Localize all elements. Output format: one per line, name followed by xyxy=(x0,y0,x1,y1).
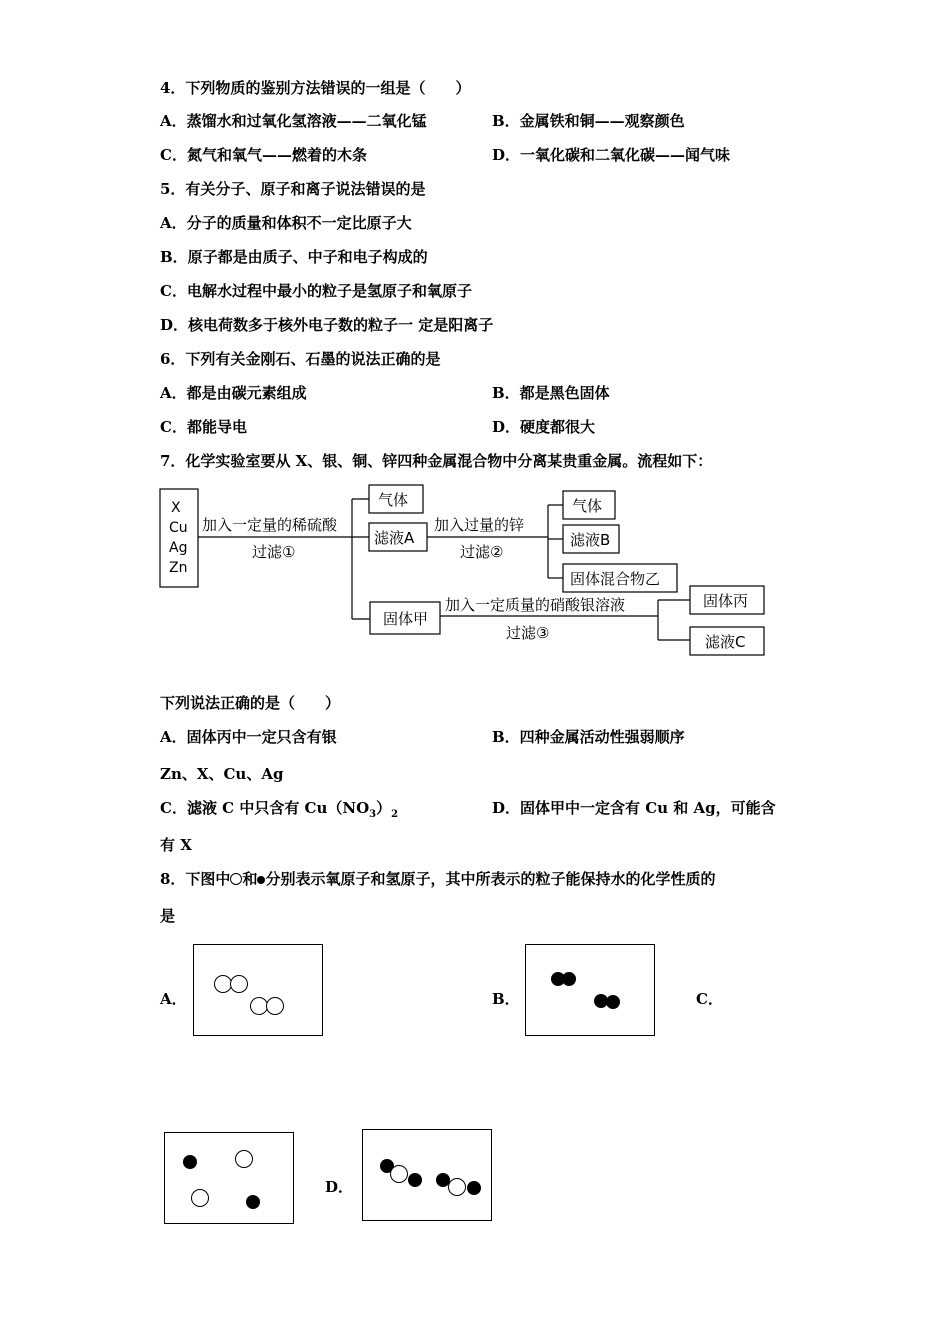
q4-option-a: A．蒸馏水和过氧化氢溶液——二氧化锰 xyxy=(160,112,427,130)
q4-option-b: B．金属铁和铜——观察颜色 xyxy=(492,112,685,130)
q6-stem: 6．下列有关金刚石、石墨的说法正确的是 xyxy=(160,350,441,368)
q7-option-b: B．四种金属活动性强弱顺序 xyxy=(492,728,685,746)
q8-option-d-figure xyxy=(362,1129,492,1221)
q6-option-c: C．都能导电 xyxy=(160,418,247,436)
q8-option-a-figure xyxy=(193,944,323,1036)
q8-option-b-figure xyxy=(525,944,655,1036)
q8-stem: 8．下图中 和 分别表示氧原子和氢原子，其中所表示的粒子能保持水的化学性质的 xyxy=(160,870,716,888)
q7-prompt: 下列说法正确的是（ ） xyxy=(160,694,341,712)
filtrateC-label: 滤液C xyxy=(705,633,746,651)
q8-option-a-label: A． xyxy=(160,990,187,1008)
q7-option-a: A．固体丙中一定只含有银 xyxy=(160,728,337,746)
q8-option-c-label: C． xyxy=(696,990,723,1008)
q4-option-c: C．氮气和氧气——燃着的木条 xyxy=(160,146,367,164)
q7-option-c: C．滤液 C 中只含有 $Cu(NO_3)_2$ xyxy=(160,799,399,820)
step2-label: 加入过量的锌 xyxy=(434,516,525,534)
hydrogen-atom xyxy=(183,1155,197,1169)
hydrogen-atom xyxy=(606,995,620,1009)
step3-label: 加入一定质量的硝酸银溶液 xyxy=(445,596,626,614)
hydrogen-atom xyxy=(562,972,576,986)
oxygen-atom xyxy=(266,997,284,1015)
filtrateA-label: 滤液A xyxy=(374,529,415,547)
gas2-label: 气体 xyxy=(572,497,603,515)
q5-option-c: C．电解水过程中最小的粒子是氢原子和氧原子 xyxy=(160,282,472,300)
oxygen-atom xyxy=(191,1189,209,1207)
q8-option-b-label: B． xyxy=(492,990,520,1008)
q8-stem-cont: 是 xyxy=(160,907,176,925)
q7-option-d: D．固体甲中一定含有 Cu 和 Ag，可能含 xyxy=(492,799,776,817)
oxygen-atom xyxy=(235,1150,253,1168)
oxygen-legend-icon xyxy=(230,873,242,885)
q7-option-d-cont: 有 X xyxy=(160,836,192,854)
filtrateB-label: 滤液B xyxy=(570,531,611,549)
q6-option-b: B．都是黑色固体 xyxy=(492,384,610,402)
metal-ag: Ag xyxy=(169,540,188,556)
gas1-label: 气体 xyxy=(378,491,409,509)
q5-option-b: B．原子都是由质子、中子和电子构成的 xyxy=(160,248,428,266)
oxygen-atom xyxy=(230,975,248,993)
solidA-label: 固体甲 xyxy=(383,610,429,628)
oxygen-atom xyxy=(390,1165,408,1183)
q7-stem: 7．化学实验室要从 X、银、铜、锌四种金属混合物中分离某贵重金属。流程如下： xyxy=(160,452,713,470)
step2-filter: 过滤② xyxy=(460,543,504,561)
q4-stem: 4．下列物质的鉴别方法错误的一组是（ ） xyxy=(160,79,471,97)
q5-stem: 5．有关分子、原子和离子说法错误的是 xyxy=(160,180,426,198)
step1-label: 加入一定量的稀硫酸 xyxy=(202,516,338,534)
mixtureB-label: 固体混合物乙 xyxy=(570,570,661,588)
hydrogen-atom xyxy=(246,1195,260,1209)
step1-filter: 过滤① xyxy=(252,543,296,561)
q6-option-a: A．都是由碳元素组成 xyxy=(160,384,307,402)
metal-x: X xyxy=(171,500,181,516)
q7-option-b-cont: Zn、X、Cu、Ag xyxy=(160,765,284,783)
step3-filter: 过滤③ xyxy=(506,624,550,642)
oxygen-atom xyxy=(448,1178,466,1196)
q8-option-c-figure xyxy=(164,1132,294,1224)
hydrogen-atom xyxy=(408,1173,422,1187)
q6-option-d: D．硬度都很大 xyxy=(492,418,596,436)
solidC-label: 固体丙 xyxy=(703,592,749,610)
q5-option-a: A．分子的质量和体积不一定比原子大 xyxy=(160,214,412,232)
q4-option-d: D．一氧化碳和二氧化碳——闻气味 xyxy=(492,146,731,164)
hydrogen-atom xyxy=(467,1181,481,1195)
q8-option-d-label: D． xyxy=(325,1178,354,1196)
q7-flow-diagram xyxy=(158,482,770,660)
metal-cu: Cu xyxy=(169,520,188,536)
q5-option-d: D．核电荷数多于核外电子数的粒子一 定是阳离子 xyxy=(160,316,494,334)
metal-zn: Zn xyxy=(169,560,188,576)
